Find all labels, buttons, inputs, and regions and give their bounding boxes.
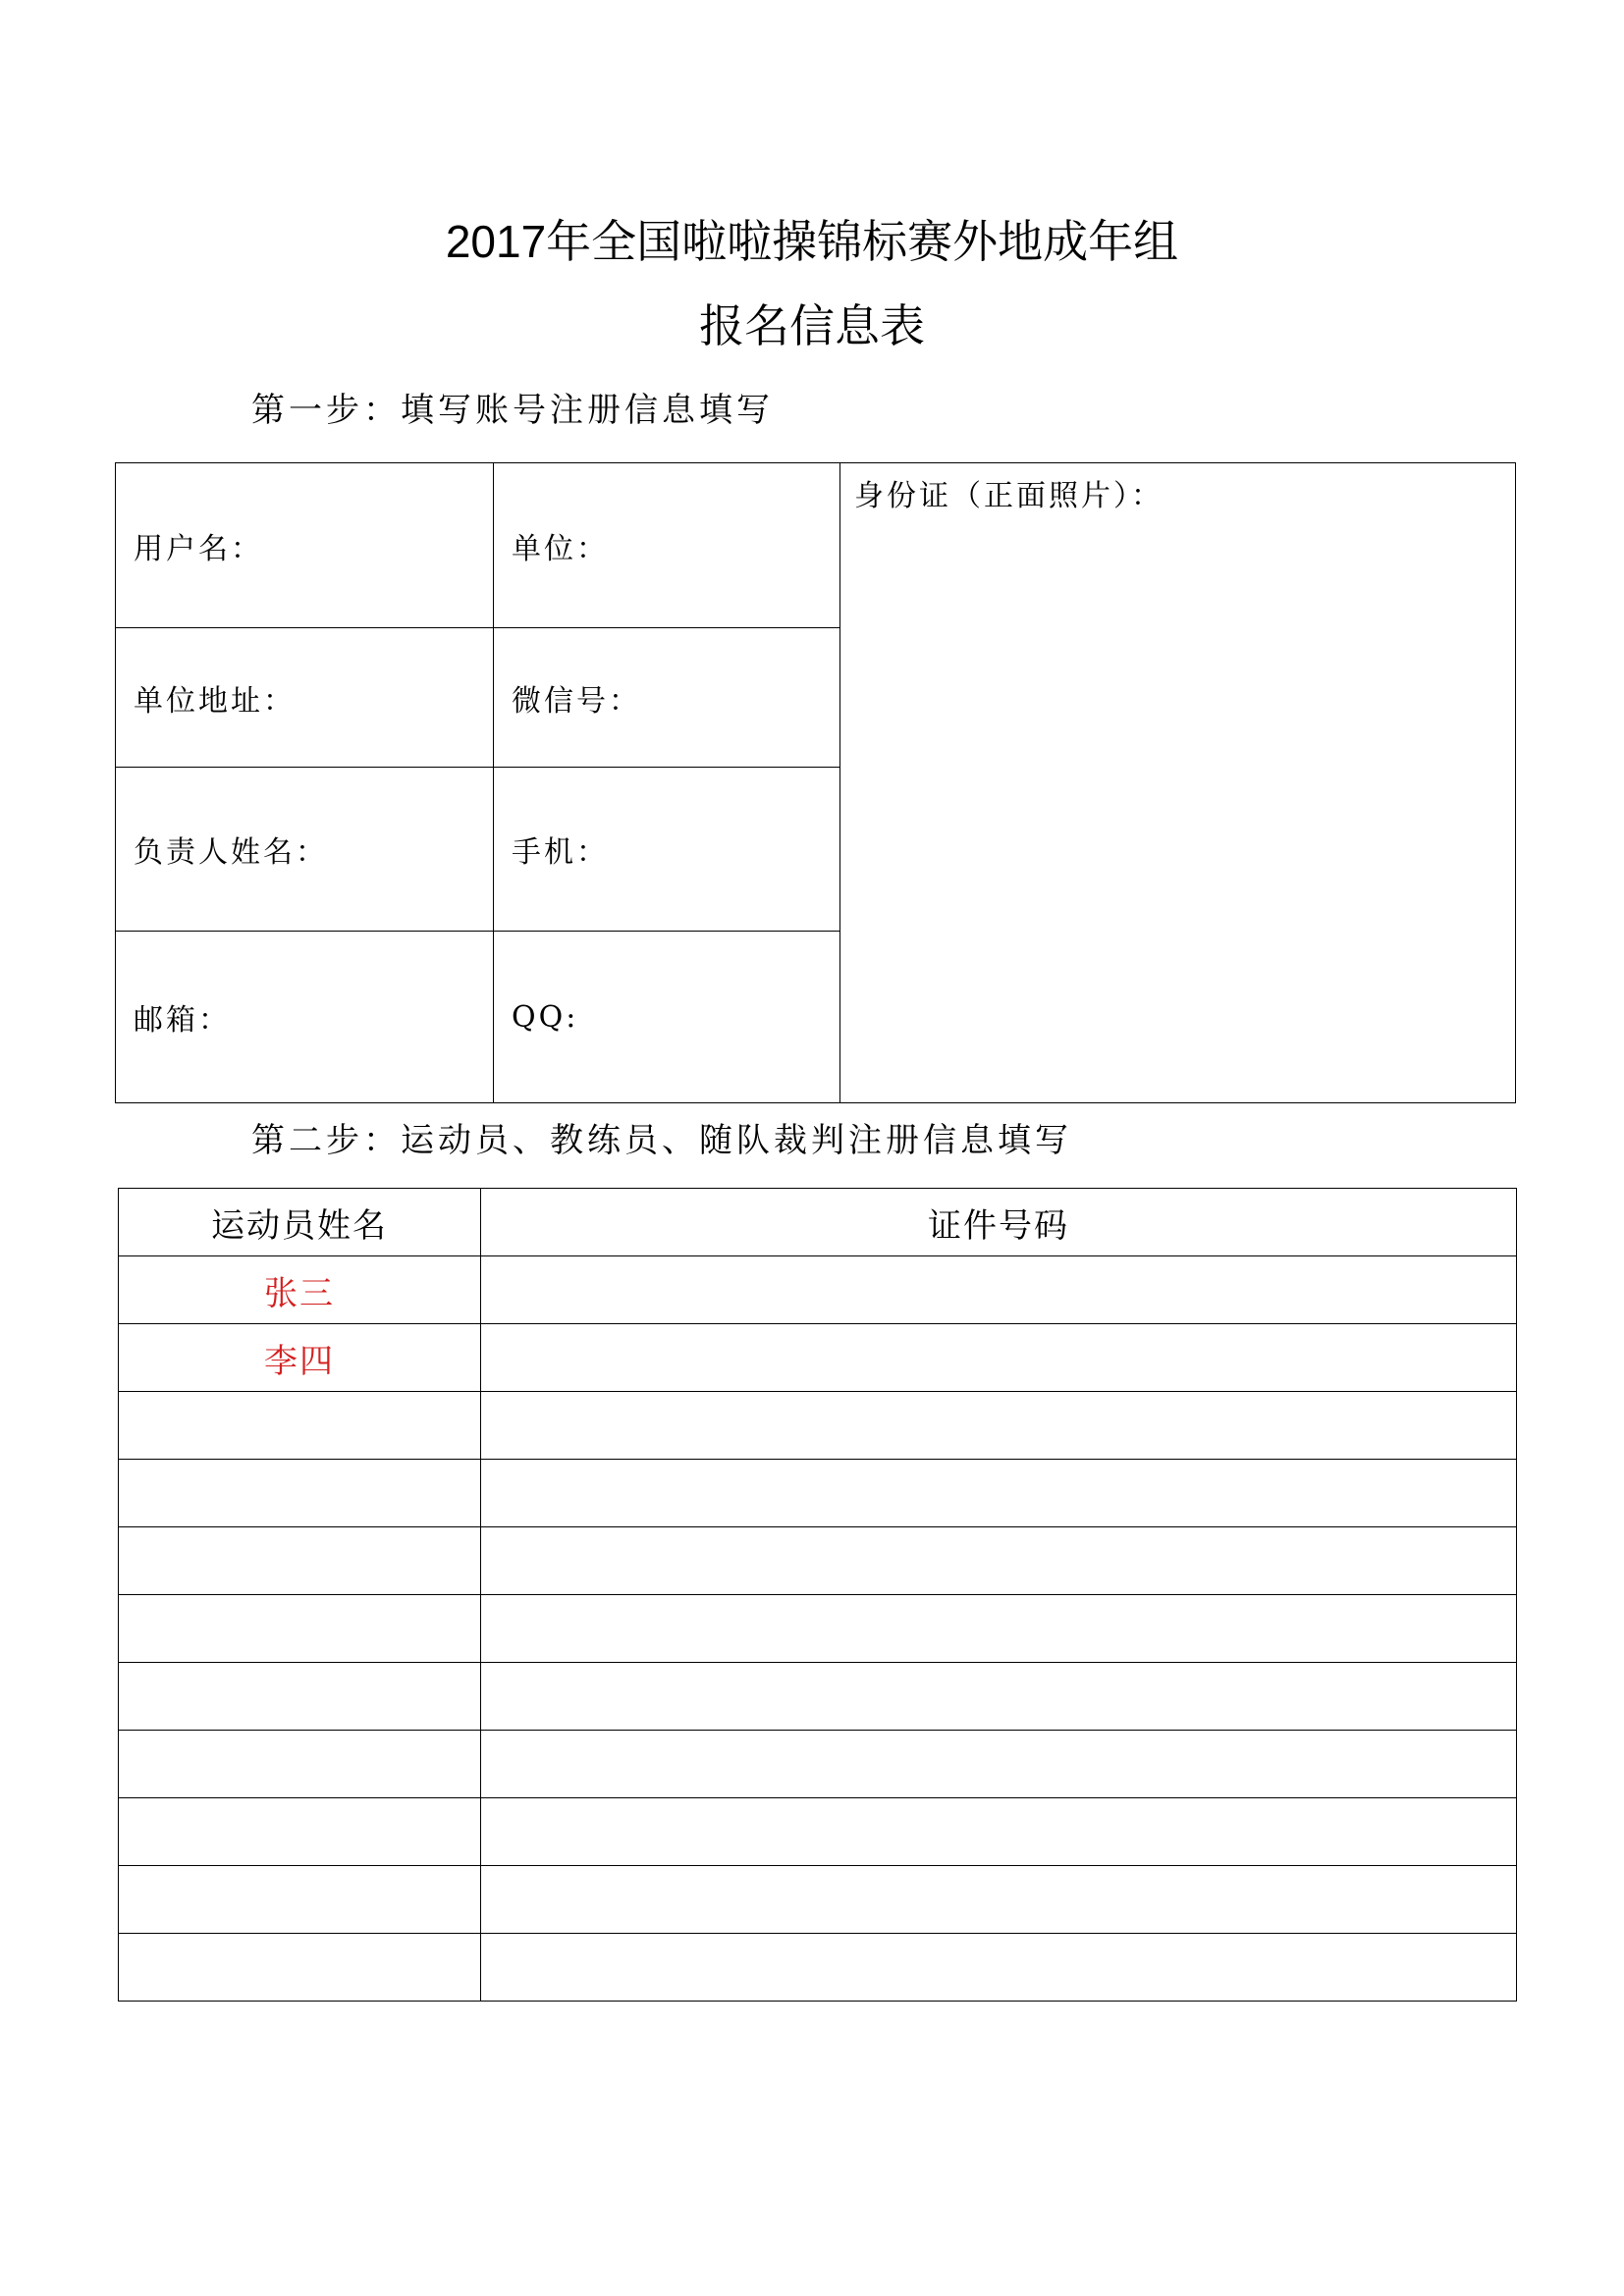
id-photo-area[interactable] xyxy=(840,463,1516,1103)
qq-field[interactable] xyxy=(494,932,840,1103)
username-field[interactable] xyxy=(116,463,494,628)
mobile-label: 手机： xyxy=(512,835,609,870)
table-row xyxy=(119,1256,1517,1324)
unit-field[interactable] xyxy=(494,463,840,628)
id-number-cell[interactable] xyxy=(481,1866,1517,1934)
athlete-name-cell[interactable] xyxy=(119,1866,481,1934)
id-photo-label: 身份证（正面照片）： xyxy=(854,479,1164,513)
document-title: 2017年全国啦啦操锦标赛外地成年组 xyxy=(445,216,1179,267)
id-number-cell[interactable] xyxy=(481,1663,1517,1731)
unit-address-field[interactable] xyxy=(116,628,494,768)
step2-heading: 第二步：运动员、教练员、随队裁判注册信息填写 xyxy=(251,1121,1072,1160)
athlete-name-cell[interactable] xyxy=(119,1663,481,1731)
athlete-name-cell[interactable] xyxy=(119,1595,481,1663)
athlete-name-cell[interactable]: 张三 xyxy=(119,1256,481,1324)
athlete-name-cell[interactable] xyxy=(119,1392,481,1460)
athlete-name-cell[interactable] xyxy=(119,1934,481,2002)
registration-info-table xyxy=(115,462,1516,1103)
contact-name-label: 负责人姓名： xyxy=(134,835,328,870)
qq-label: QQ: xyxy=(512,999,579,1035)
document-subtitle: 报名信息表 xyxy=(699,300,925,351)
mobile-field[interactable] xyxy=(494,768,840,932)
table-row xyxy=(119,1392,1517,1460)
table-row xyxy=(119,1324,1517,1392)
id-number-cell[interactable] xyxy=(481,1527,1517,1595)
table-row xyxy=(119,1798,1517,1866)
unit-address-label: 单位地址： xyxy=(134,683,296,719)
unit-label: 单位： xyxy=(512,531,609,566)
athlete-name-cell[interactable] xyxy=(119,1731,481,1798)
table-row xyxy=(119,1527,1517,1595)
athlete-table xyxy=(118,1188,1517,2002)
contact-name-field[interactable] xyxy=(116,768,494,932)
table-header-row xyxy=(119,1189,1517,1256)
id-number-cell[interactable] xyxy=(481,1256,1517,1324)
table-row xyxy=(119,1866,1517,1934)
id-number-cell[interactable] xyxy=(481,1934,1517,2002)
athlete-name-cell[interactable] xyxy=(119,1460,481,1527)
athlete-name-cell[interactable] xyxy=(119,1798,481,1866)
table-row xyxy=(119,1934,1517,2002)
id-number-cell[interactable] xyxy=(481,1731,1517,1798)
wechat-field[interactable] xyxy=(494,628,840,768)
athlete-name-cell[interactable]: 李四 xyxy=(119,1324,481,1392)
email-label: 邮箱： xyxy=(134,1003,231,1038)
table-row xyxy=(119,1663,1517,1731)
column-header-id: 证件号码 xyxy=(481,1189,1517,1256)
id-number-cell[interactable] xyxy=(481,1324,1517,1392)
table-row xyxy=(119,1595,1517,1663)
wechat-label: 微信号： xyxy=(512,683,641,719)
email-field[interactable] xyxy=(116,932,494,1103)
athlete-name-cell[interactable] xyxy=(119,1527,481,1595)
table-row xyxy=(119,1731,1517,1798)
id-number-cell[interactable] xyxy=(481,1798,1517,1866)
step1-heading: 第一步：填写账号注册信息填写 xyxy=(251,391,774,430)
username-label: 用户名： xyxy=(134,531,263,566)
id-number-cell[interactable] xyxy=(481,1595,1517,1663)
column-header-name: 运动员姓名 xyxy=(119,1189,481,1256)
id-number-cell[interactable] xyxy=(481,1392,1517,1460)
table-row xyxy=(119,1460,1517,1527)
id-number-cell[interactable] xyxy=(481,1460,1517,1527)
